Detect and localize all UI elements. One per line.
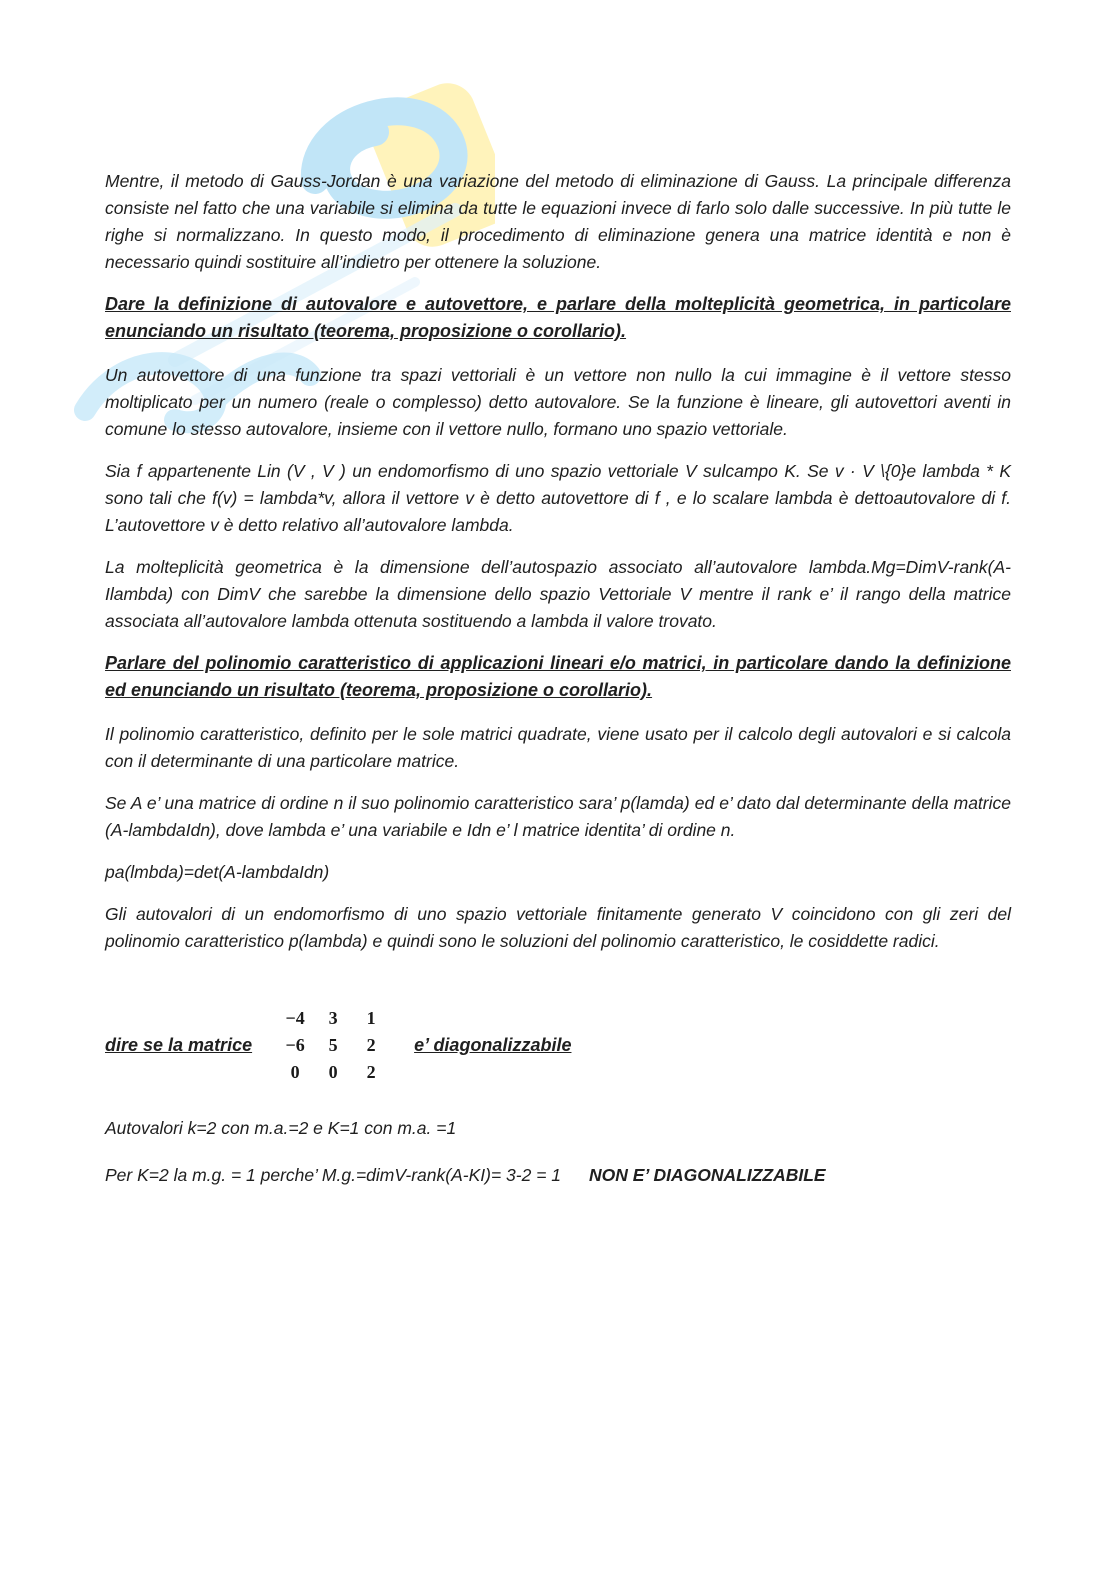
autovalori-result-line: Autovalori k=2 con m.a.=2 e K=1 con m.a. =1: [105, 1118, 457, 1138]
paragraph-polinomio-intro: Il polinomio caratteristico, definito per le sole matrici quadrate, viene usato per il calcolo degli autovalori e si calcola con il determinante di una particolare matrice.: [105, 724, 1011, 771]
matrix-cell: 1: [366, 1008, 376, 1028]
matrix-cell: 0: [328, 1062, 338, 1082]
paragraph-molteplicita-geometrica: La molteplicità geometrica è la dimensione dell’autospazio associato all’autovalore lambda.Mg=DimV-rank(A-Ilambda) con DimV che sarebbe la dimensione dello spazio Vettoriale V mentre il rank e’ il rango della matrice associata all’autovalore lambda ottenuta sostituendo a lambda il valore trovato.: [105, 557, 1011, 631]
matrix-cell: 0: [290, 1062, 300, 1082]
heading-polinomio-caratteristico: Parlare del polinomio caratteristico di applicazioni lineari e/o matrici, in particolare dando la definizione ed enunciando un risultato (teorema, proposizione o corollario).: [105, 653, 1011, 700]
matrix-exercise: [105, 1005, 1011, 1085]
matrix-question-left-label: dire se la matrice: [105, 1034, 253, 1055]
document-content: [105, 168, 1011, 1189]
matrix-cell: 2: [366, 1035, 376, 1055]
paragraph-endomorfismo: Sia f appartenente Lin (V , V ) un endomorfismo di uno spazio vettoriale V sulcampo K. Se v · V \{0}e lambda * K sono tali che f(v) = lambda*v, allora il vettore v è detto autovettore di f , e lo scalare lambda è dettoautovalore di f. L’autovettore v è detto relativo all’autovalore lambda.: [105, 461, 1011, 535]
matrix-cell: 3: [328, 1008, 338, 1028]
diagonalizzabile-verdict: NON E’ DIAGONALIZZABILE: [589, 1165, 826, 1185]
matrix-cell: −4: [285, 1008, 305, 1028]
paragraph-autovalori-zeri: Gli autovalori di un endomorfismo di uno spazio vettoriale finitamente generato V coincidono con gli zeri del polinomio caratteristico p(lambda) e quindi sono le soluzioni del polinomio caratteristico, le cosiddette radici.: [105, 904, 1011, 951]
matrix-question-right-label: e’ diagonalizzabile: [414, 1034, 572, 1055]
mg-computation-text: Per K=2 la m.g. = 1 perche’ M.g.=dimV-rank(A-KI)= 3-2 = 1: [105, 1165, 562, 1185]
molteplicita-result-line: [105, 1162, 1011, 1189]
paragraph-autovettore-definizione: Un autovettore di una funzione tra spazi vettoriali è un vettore non nullo la cui immagine è il vettore stesso moltiplicato per un numero (reale o complesso) detto autovalore. Se la funzione è lineare, gli autovettori aventi in comune lo stesso autovalore, insieme con il vettore nullo, formano uno spazio vettoriale.: [105, 365, 1011, 439]
paragraph-formula-polinomio: pa(lmbda)=det(A-lambdaIdn): [105, 862, 330, 882]
paragraph-gauss-jordan: Mentre, il metodo di Gauss-Jordan è una variazione del metodo di eliminazione di Gauss. La principale differenza consiste nel fatto che una variabile si elimina da tutte le equazioni invece di farlo solo dalle successive. In più tutte le righe si normalizzano. In questo modo, il procedimento di eliminazione genera una matrice identità e non è necessario quindi sostituire all’indietro per ottenere la soluzione.: [105, 171, 1011, 272]
matrix: [282, 1005, 384, 1085]
matrix-cell: −6: [285, 1035, 305, 1055]
paragraph-polinomio-definizione: Se A e’ una matrice di ordine n il suo polinomio caratteristico sara’ p(lamda) ed e’ dato dal determinante della matrice (A-lambdaIdn), dove lambda e’ una variabile e Idn e’ l matrice identita’ di ordine n.: [105, 793, 1011, 840]
matrix-cell: 2: [366, 1062, 376, 1082]
heading-autovalore-autovettore: Dare la definizione di autovalore e autovettore, e parlare della molteplicità geometrica, in particolare enunciando un risultato (teorema, proposizione o corollario).: [105, 294, 1011, 341]
matrix-cell: 5: [328, 1035, 338, 1055]
